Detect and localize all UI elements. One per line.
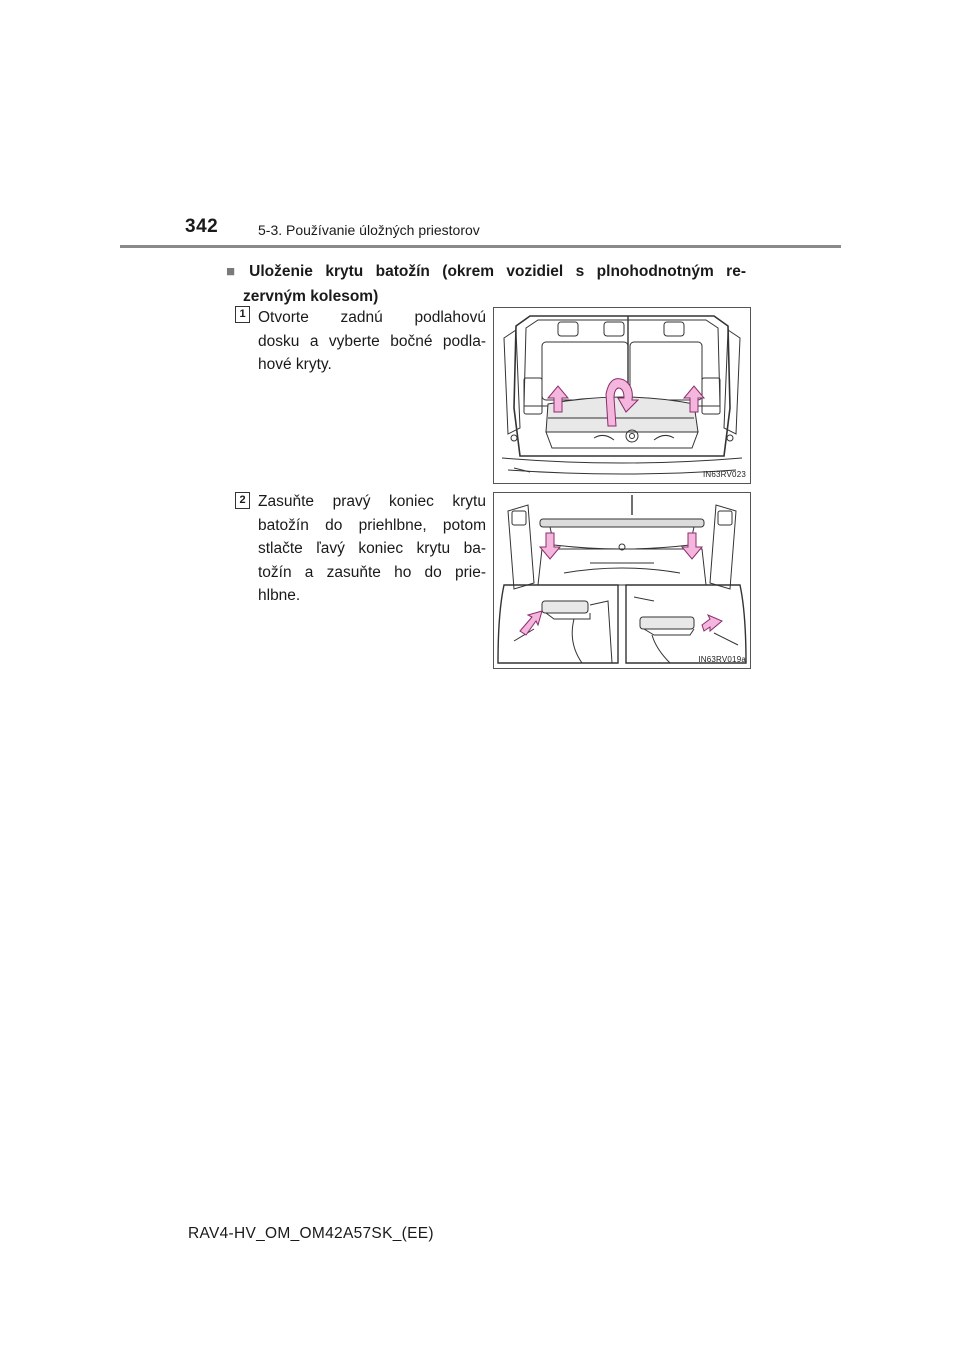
step-2-line-5: hlbne.	[258, 587, 301, 604]
figure-cover-storage	[493, 492, 751, 669]
figure-code: IN63RV019a	[698, 655, 746, 664]
step-1-line-3: hové kryty.	[258, 356, 332, 373]
step-2-line-4: tožín a zasuňte ho do prie-	[258, 563, 486, 581]
sub-heading-line-1: Uloženie krytu batožín (okrem vozidiel s plnohodnotným re-	[249, 263, 746, 280]
sub-heading-line-2: zervným kolesom)	[243, 288, 379, 305]
step-1-line-1: Otvorte zadnú podlahovú	[258, 309, 486, 326]
document-id: RAV4-HV_OM_OM42A57SK_(EE)	[188, 1225, 434, 1242]
figure-luggage-floor	[493, 307, 751, 484]
sub-heading	[226, 259, 746, 309]
figure-code: IN63RV023	[702, 470, 746, 479]
section-title: 5-3. Používanie úložných priestorov	[258, 222, 480, 238]
step-1-badge: 1	[235, 306, 250, 323]
step-1-line-2: dosku a vyberte bočné podla-	[258, 332, 486, 350]
luggage-floor-illustration	[494, 308, 750, 483]
cover-storage-illustration	[494, 493, 750, 668]
page-number: 342	[185, 216, 219, 237]
step-2-line-3: stlačte ľavý koniec krytu ba-	[258, 540, 486, 557]
step-2-badge: 2	[235, 492, 250, 509]
square-bullet-icon: ■	[226, 263, 244, 280]
step-2-line-1: Zasuňte pravý koniec krytu	[258, 493, 486, 510]
header-divider	[120, 245, 841, 248]
step-1-text	[258, 306, 486, 377]
step-2-line-2: batožín do priehlbne, potom	[258, 516, 486, 534]
step-2-text	[258, 490, 486, 608]
